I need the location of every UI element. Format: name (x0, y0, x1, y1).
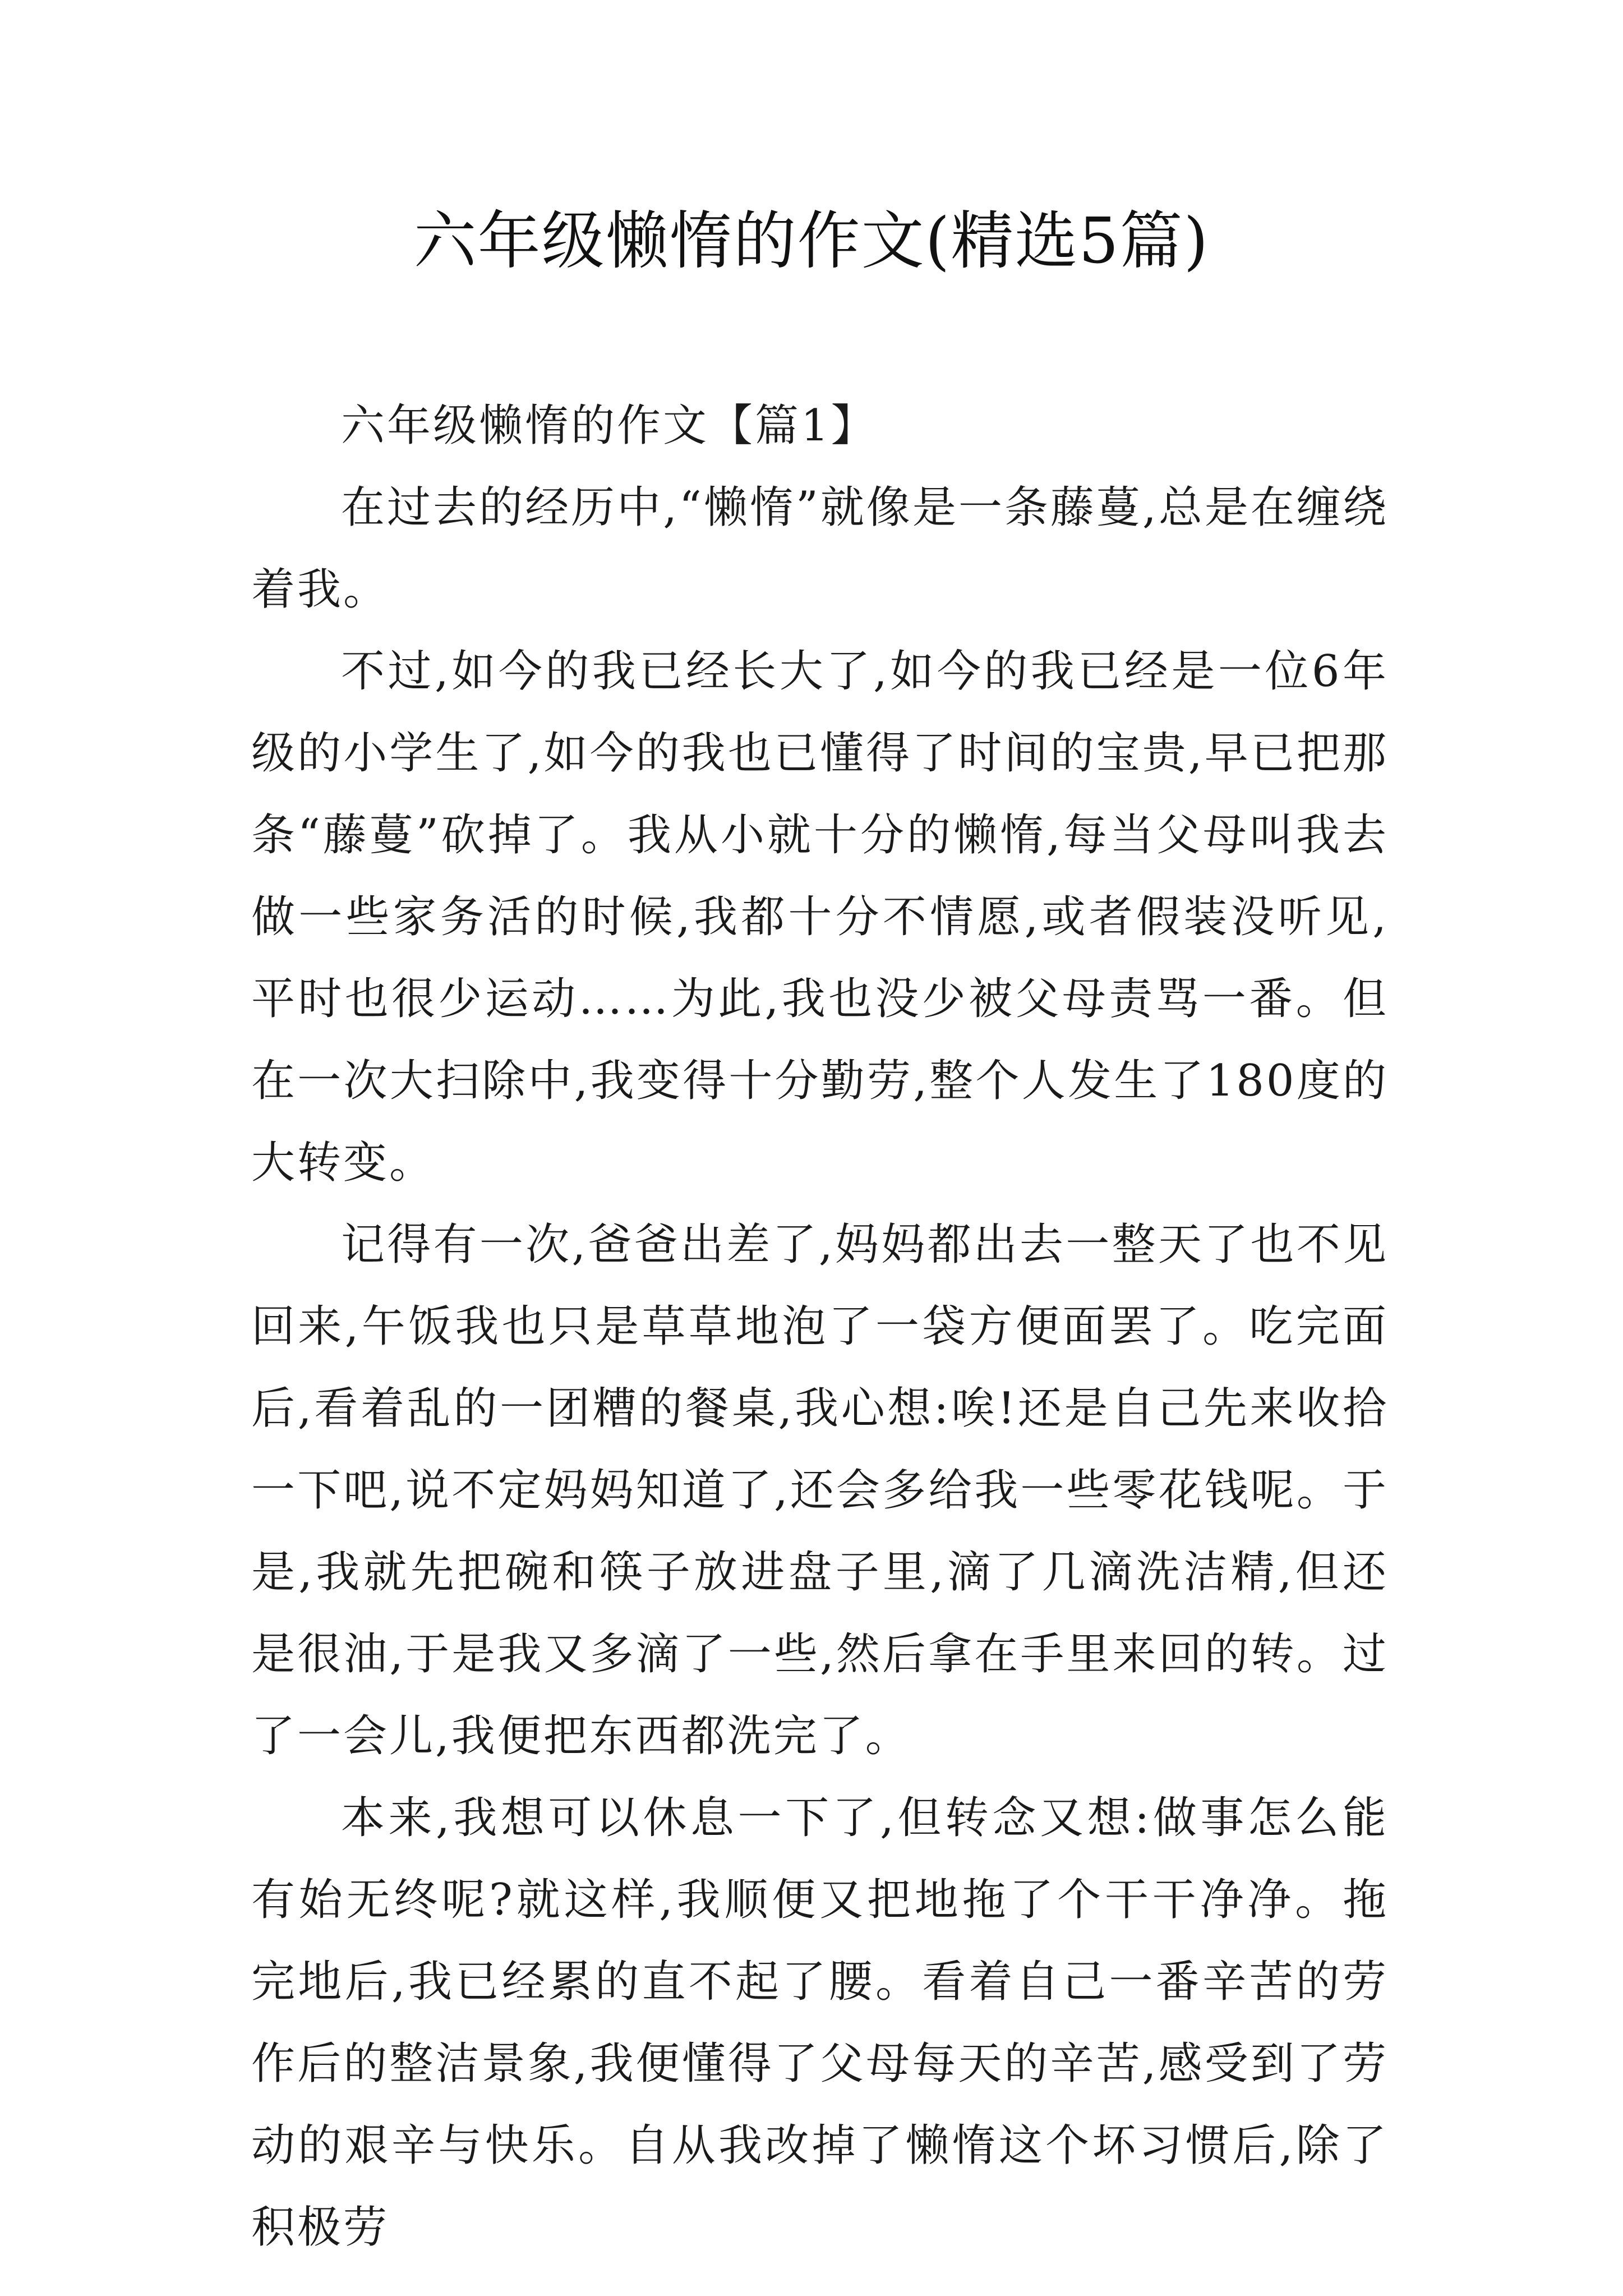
paragraph: 记得有一次,爸爸出差了,妈妈都出去一整天了也不见回来,午饭我也只是草草地泡了一袋方便面罢了。吃完面后,看着乱的一团糟的餐桌,我心想:唉!还是自己先来收拾一下吧,说不定妈妈知道了,还会多给我一些零花钱呢。于是,我就先把碗和筷子放进盘子里,滴了几滴洗洁精,但还是很油,于是我又多滴了一些,然后拿在手里来回的转。过了一会儿,我便把东西都洗完了。 (251, 1220, 1389, 1761)
paragraph: 本来,我想可以休息一下了,但转念又想:做事怎么能有始无终呢?就这样,我顺便又把地拖了个干干净净。拖完地后,我已经累的直不起了腰。看着自己一番辛苦的劳作后的整洁景象,我便懂得了父母每天的辛苦,感受到了劳动的艰辛与快乐。自从我改掉了懒惰这个坏习惯后,除了积极劳 (251, 1793, 1389, 2253)
paragraph: 在过去的经历中,“懒惰”就像是一条藤蔓,总是在缠绕着我。 (251, 482, 1389, 615)
document-body (251, 385, 1389, 2269)
paragraph: 不过,如今的我已经长大了,如今的我已经是一位6年级的小学生了,如今的我也已懂得了时间的宝贵,早已把那条“藤蔓”砍掉了。我从小就十分的懒惰,每当父母叫我去做一些家务活的时候,我都十分不情愿,或者假装没听见,平时也很少运动……为此,我也没少被父母责骂一番。但在一次大扫除中,我变得十分勤劳,整个人发生了180度的大转变。 (251, 646, 1389, 1188)
section-heading: 六年级懒惰的作文【篇1】 (341, 401, 877, 451)
document-title: 六年级懒惰的作文(精选5篇) (413, 205, 1210, 278)
